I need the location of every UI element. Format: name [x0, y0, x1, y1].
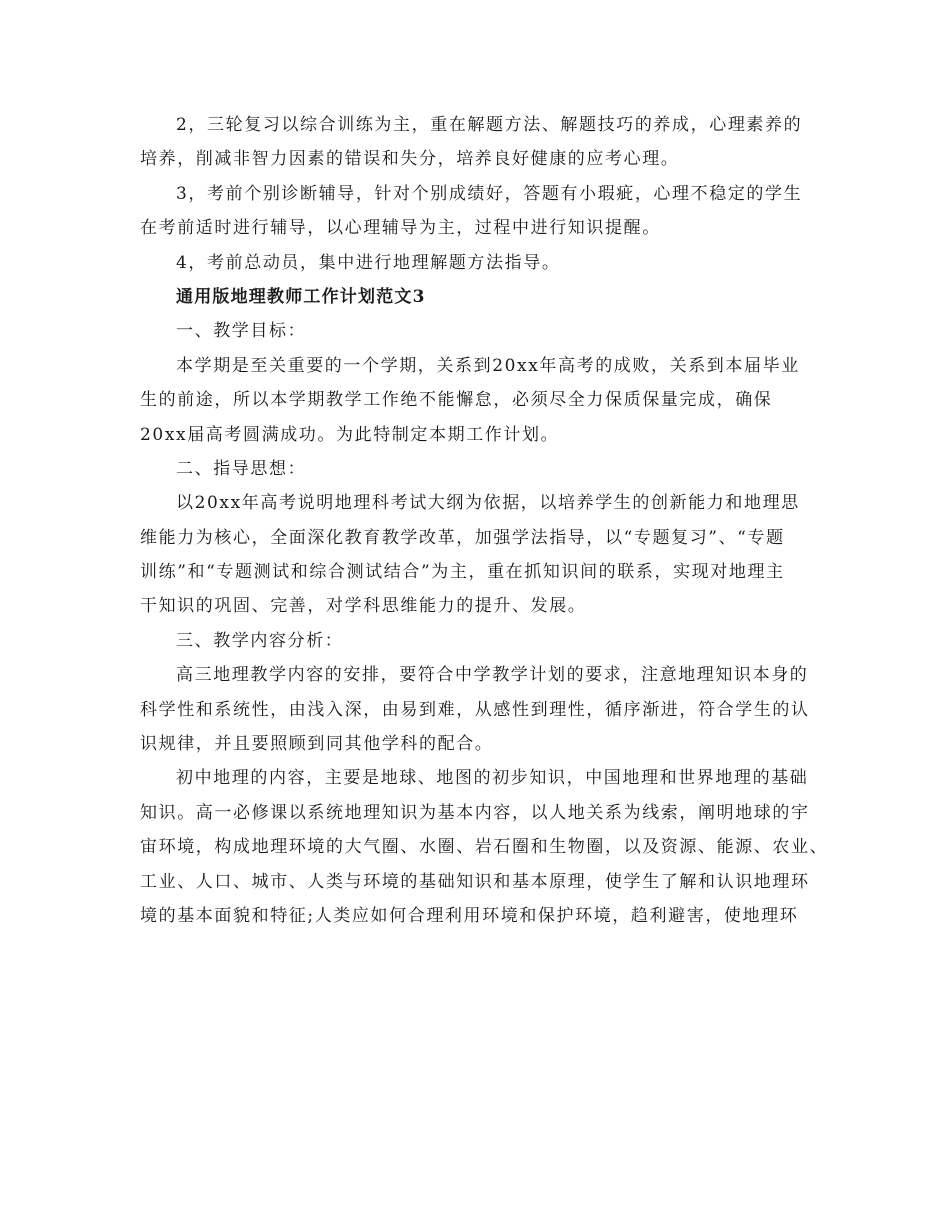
paragraph-teaching-goals: [140, 349, 830, 452]
section-title-teaching-goals: [140, 314, 830, 348]
section-title-guiding-ideology: [140, 452, 830, 486]
section-title-content-analysis: [140, 624, 830, 658]
text-line: 初中地理的内容，主要是地球、地图的初步知识，中国地理和世界地理的基础: [176, 768, 809, 789]
text-line: 以20xx年高考说明地理科考试大纲为依据，以培养学生的创新能力和地理思: [176, 493, 800, 514]
heading-text: 通用版地理教师工作计划范文3: [176, 286, 426, 307]
paragraph-content-arrangement: [140, 658, 830, 761]
text-line: 宙环境，构成地理环境的大气圈、水圈、岩石圈和生物圈，以及资源、能源、农业、: [140, 837, 829, 858]
text-line: 科学性和系统性，由浅入深，由易到难，从感性到理性，循序渐进，符合学生的认: [140, 699, 810, 720]
text-line: 2，三轮复习以综合训练为主，重在解题方法、解题技巧的养成，心理素养的: [176, 115, 803, 135]
text-line: 在考前适时进行辅导，以心理辅导为主，过程中进行知识提醒。: [140, 218, 661, 239]
paragraph-guiding-ideology: [140, 486, 830, 624]
text-line: 三、教学内容分析：: [176, 630, 344, 651]
text-line: 3，考前个别诊断辅导，针对个别成绩好，答题有小瑕疵，心理不稳定的学生: [176, 183, 803, 204]
section-heading: [140, 280, 830, 314]
text-line: 生的前途，所以本学期教学工作绝不能懈怠，必须尽全力保质保量完成，确保: [140, 390, 773, 411]
text-line: 4，考前总动员，集中进行地理解题方法指导。: [176, 252, 561, 273]
paragraph-junior-geography: [140, 761, 830, 933]
text-line: 工业、人口、城市、人类与环境的基础知识和基本原理，使学生了解和认识地理环: [140, 871, 810, 892]
text-line: 高三地理教学内容的安排，要符合中学教学计划的要求，注意地理知识本身的: [176, 665, 809, 686]
text-line: 干知识的巩固、完善，对学科思维能力的提升、发展。: [140, 596, 587, 617]
text-line: 境的基本面貌和特征;人类应如何合理利用环境和保护环境，趋利避害，使地理环: [140, 905, 799, 926]
text-line: 一、教学目标：: [176, 321, 307, 342]
text-line: 维能力为核心，全面深化教育教学改革，加强学法指导，以“专题复习”、“专题: [140, 527, 785, 548]
paragraph-individual-guidance: [140, 177, 830, 246]
text-line: 知识。高一必修课以系统地理知识为基本内容，以人地关系为线索，阐明地球的宇: [140, 802, 810, 823]
text-line: 二、指导思想：: [176, 458, 307, 479]
document-body: [140, 108, 830, 933]
paragraph-mobilization: [140, 246, 830, 280]
text-line: 训练”和“专题测试和综合测试结合”为主，重在抓知识间的联系，实现对地理主: [140, 562, 785, 583]
text-line: 本学期是至关重要的一个学期，关系到20xx年高考的成败，关系到本届毕业: [176, 355, 800, 376]
text-line: 识规律，并且要照顾到同其他学科的配合。: [140, 734, 494, 755]
text-line: 20xx届高考圆满成功。为此特制定本期工作计划。: [140, 424, 560, 445]
paragraph-review-round-three: [140, 108, 830, 177]
text-line: 培养，削减非智力因素的错误和失分，培养良好健康的应考心理。: [140, 149, 680, 170]
